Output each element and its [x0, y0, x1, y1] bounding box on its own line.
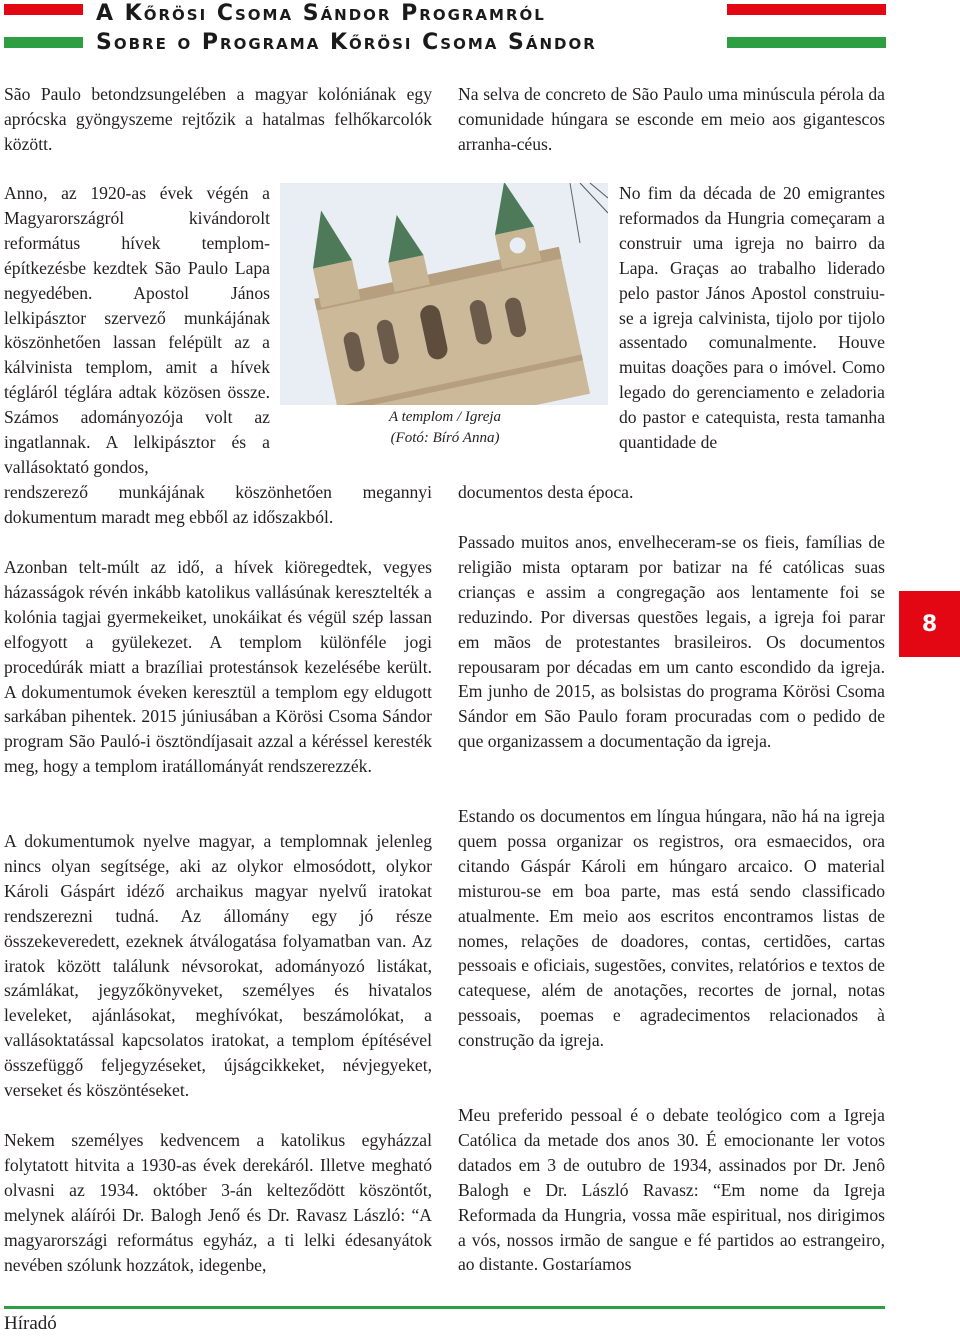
title-hungarian: A Kőrösi Csoma Sándor Programról — [96, 1, 546, 26]
paragraph-1-portuguese-end: documentos desta época. — [458, 482, 634, 502]
paragraph-2-hungarian: Azonban telt-múlt az idő, a hívek kiöregedtek, vegyes házasságok révén inkább katolikus vallásúnak keresztelték a kolónia tagjai gyermekeiket, unokáikat és végül szép lassan elfogyott a gyülekezet. A templom különféle jogi procedúrák miatt a brazíliai protestánsok kezelésébe került. A dokumentumok éveken keresztül a templom egy eldugott sarkában pihentek. 2015 júniusában a Körösi Csoma Sándor program São Pauló-i ösztöndíjasait azzal a kéréssel keresték meg, hogy a templom iratállományát rendszerezzék. — [4, 557, 432, 777]
paragraph-1-hungarian-end: rendszerező munkájának köszönhetően megannyi dokumentum maradt meg ebből az időszakból. — [4, 482, 432, 527]
footer-label: Híradó — [4, 1313, 57, 1334]
title-portuguese: Sobre o Programa Kőrösi Csoma Sándor — [96, 30, 597, 55]
caption-credit: (Fotó: Bíró Anna) — [390, 430, 500, 446]
header-bar-green-right — [727, 37, 886, 48]
paragraph-4-portuguese: Meu preferido pessoal é o debate teológico com a Igreja Católica da metade dos anos 30. É emocionante ler votos datados em 3 de outubro de 1934, assinados por Dr. Jenô Balogh e Dr. László Ravasz: “Em nome da Igreja Reformada da Hungria, vossa mãe espiritual, nos dirigimos a vós, nossos irmão de sangue e fé partidos ao estrangeiro, ao distante. Gostaríamos — [458, 1105, 885, 1275]
caption-title: A templom / Igreja — [388, 409, 502, 425]
intro-portuguese: Na selva de concreto de São Paulo uma minúscula pérola da comunidade húngara se esconde em meio aos gigantescos arranha-céus. — [458, 84, 885, 154]
header-bar-red-left — [4, 4, 83, 15]
paragraph-2-portuguese: Passado muitos anos, envelheceram-se os fieis, famílias de religião mista optaram por batizar na fé católicas suas crianças e assim a congregação aos lentamente foi se reduzindo. Por diversas questões legais, a igreja foi parar em mãos de protestantes brasileiros. Os documentos repousaram por décadas em um canto escondido da igreja. Em junho de 2015, as bolsistas do programa Körösi Csoma Sándor em São Paulo foram procuradas com o pedido de que organizassem a documentação da igreja. — [458, 532, 885, 752]
photo-caption — [360, 407, 530, 449]
header-bar-red-right — [727, 4, 886, 15]
header-bar-green-left — [4, 37, 83, 48]
paragraph-4-hungarian: Nekem személyes kedvencem a katolikus egyházzal folytatott hitvita a 1930-as évek derekáról. Illetve megható olvasni az 1934. október 3-án kelteződött köszöntőt, melynek aláírói Dr. Balogh Jenő és Dr. Ravasz László: “A magyarországi református egyház, a ti lelki édesanyátok nevében szólunk hozzátok, idegenbe, — [4, 1130, 432, 1275]
paragraph-1-hungarian: Anno, az 1920-as évek végén a Magyarországról kivándorolt református hívek templom-építkezésbe kezdtek São Paulo Lapa negyedében. Apostol János lelkipásztor szervező munkájának köszönhetően lassan felépült az a kálvinista templom, amit a hívek tégláról téglára adtak közösen össze. Számos adományozója volt az ingatlannak. A lelkipásztor és a vallásoktató gondos, — [4, 183, 270, 477]
paragraph-3-portuguese: Estando os documentos em língua húngara, não há na igreja quem possa organizar os registros, ora esmaecidos, ora citando Gáspár Károli em húngaro arcaico. O material misturou-se em boa parte, mas está sendo classificado atualmente. Em meio aos escritos encontramos listas de nomes, relações de doadores, contas, certidões, cartas pessoais e oficiais, sugestões, convites, relatórios e textos de catequese, além de anotações, recortes de jornal, notas pessoais, poemas e agradecimentos relacionados à construção da igreja. — [458, 806, 885, 1051]
paragraph-1-portuguese: No fim da década de 20 emigrantes reformados da Hungria começaram a construir uma igreja no bairro da Lapa. Graças ao trabalho liderado pelo pastor János Apostol construiu-se a igreja calvinista, tijolo por tijolo assentado comunalmente. Houve muitas doações para o imóvel. Como legado do gerenciamento e zeladoria do pastor e catequista, resta tamanha quantidade de — [619, 183, 885, 453]
intro-hungarian: São Paulo betondzsungelében a magyar kolóniának egy aprócska gyöngyszeme rejtőzik a hatalmas felhőkarcolók között. — [4, 84, 432, 154]
church-illustration — [280, 183, 608, 405]
page-number-tab: 8 — [899, 591, 960, 657]
church-photo — [280, 183, 608, 405]
paragraph-3-hungarian: A dokumentumok nyelve magyar, a templomnak jelenleg nincs olyan segítsége, aki az olykor elmosódott, olykor Károli Gáspárt idéző archaikus magyar nyelvű iratokat rendszerezni tudná. Az állomány egy jó része összekeveredett, ezeknek átválogatása folyamatban van. Az iratok között találunk névsorokat, adományozó listákat, számlákat, jegyzőkönyveket, személyes és hivatalos leveleket, ajánlásokat, meghívókat, beszámolókat, a vallásoktatással kapcsolatos iratokat, a templom építésével összefüggő feljegyzéseket, újságcikkeket, névjegyeket, verseket és köszöntéseket. — [4, 831, 432, 1101]
footer-divider — [4, 1306, 885, 1309]
